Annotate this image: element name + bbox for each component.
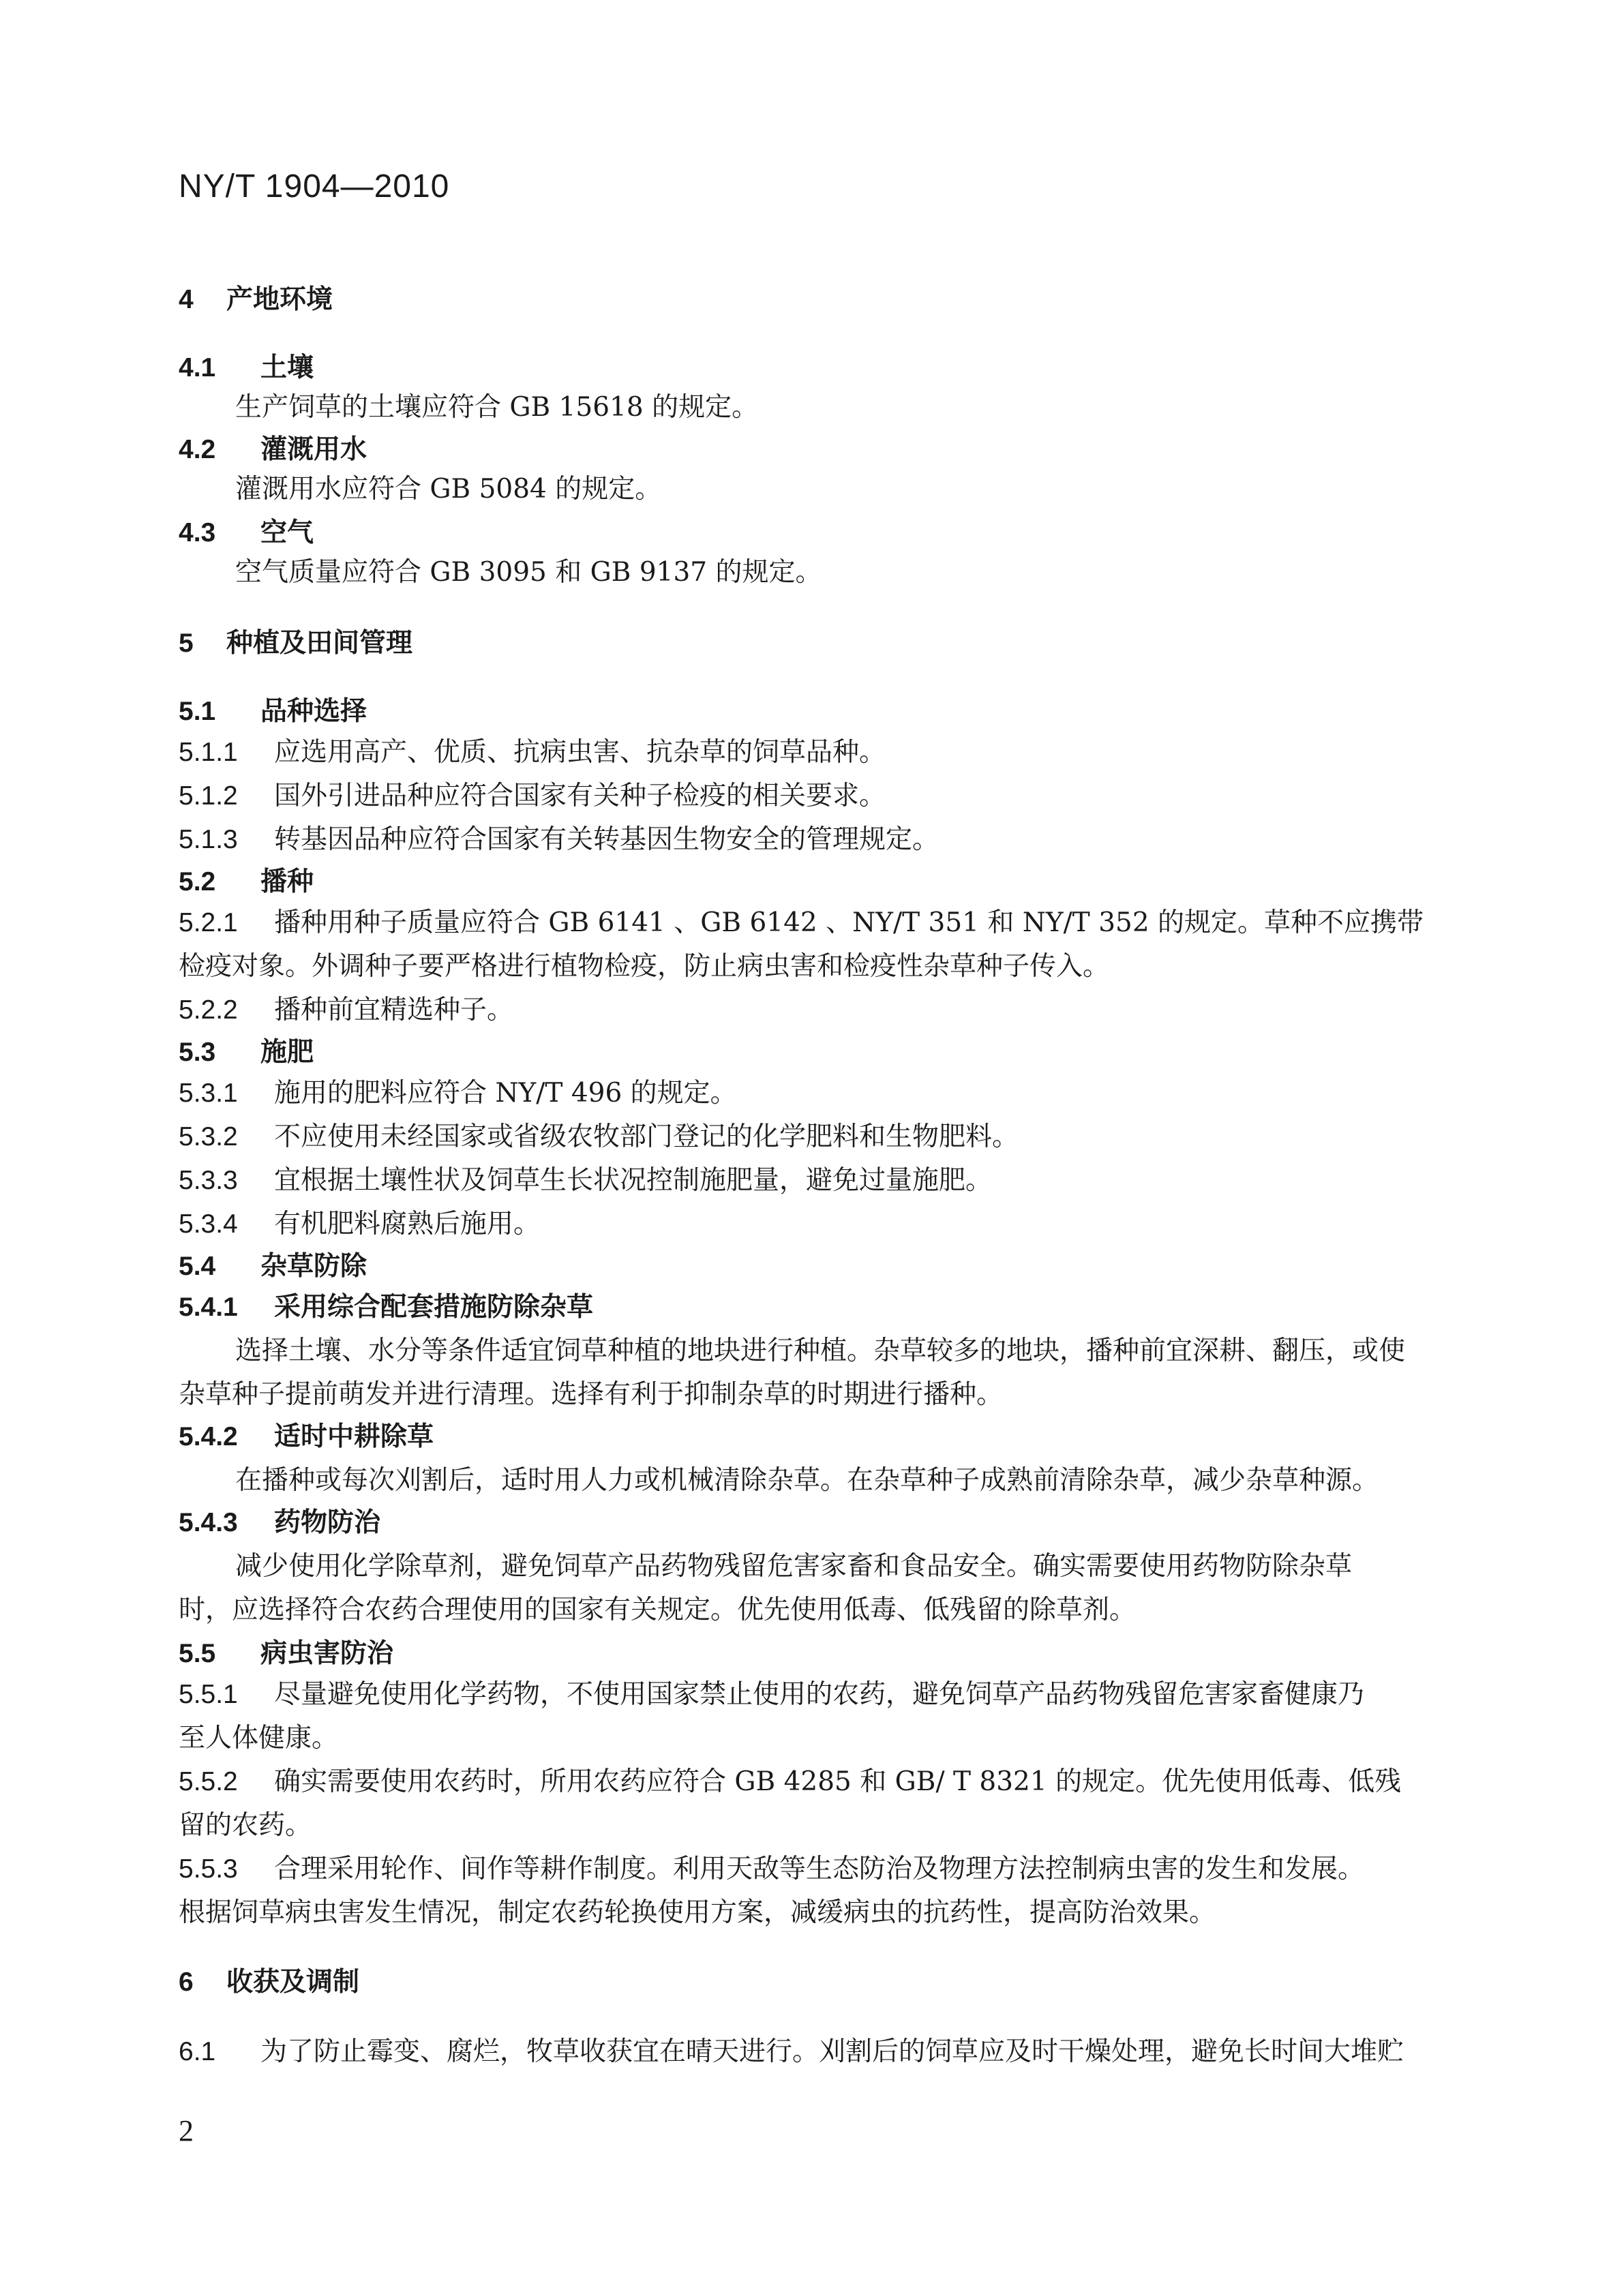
clause-line [179, 1848, 1488, 1891]
standard-code: NY/T 1904—2010 [179, 168, 450, 205]
clause-line [179, 1115, 1488, 1159]
clause-continuation: 留的农药。 [179, 1810, 312, 1841]
clause-text: 播种用种子质量应符合 GB 6141 、GB 6142 、NY/T 351 和 NY/T 352 的规定。草种不应携带 [274, 907, 1424, 938]
subsection-heading [179, 690, 1488, 734]
clause-text: 播种前宜精选种子。 [274, 995, 514, 1025]
subsection-title: 灌溉用水 [260, 434, 367, 465]
clause-number: 5.5.3 [179, 1854, 238, 1884]
clause-text: 为了防止霉变、腐烂，牧草收获宜在晴天进行。刈割后的饲草应及时干燥处理，避免长时间大堆贮 [260, 2036, 1404, 2067]
clause-text: 确实需要使用农药时，所用农药应符合 GB 4285 和 GB/ T 8321 的规定。优先使用低毒、低残 [274, 1766, 1402, 1797]
clause-continuation: 至人体健康。 [179, 1723, 339, 1753]
clause-text: 宜根据土壤性状及饲草生长状况控制施肥量，避免过量施肥。 [274, 1165, 993, 1196]
section-number: 6 [179, 1967, 194, 1997]
clause-number: 5.5.1 [179, 1680, 238, 1709]
subsection-title: 施肥 [260, 1037, 314, 1068]
clause-number: 5.1.2 [179, 781, 238, 811]
clause-number: 5.3.2 [179, 1122, 238, 1151]
paragraph-line: 减少使用化学除草剂，避免饲草产品药物残留危害家畜和食品安全。确实需要使用药物防除杂草 [235, 1551, 1353, 1582]
clause-line [179, 1673, 1488, 1717]
clause-number: 5.1.3 [179, 825, 238, 854]
subsection-number: 5.3 [179, 1038, 216, 1067]
subsection-title: 空气 [260, 517, 314, 548]
section-heading [179, 1961, 1488, 2004]
clause-heading [179, 1501, 1488, 1545]
clause-heading [179, 1286, 1488, 1329]
page-number: 2 [179, 2114, 194, 2147]
clause-number: 5.4.1 [179, 1293, 238, 1322]
subsection-number: 4.3 [179, 518, 216, 547]
paragraph-line: 空气质量应符合 GB 3095 和 GB 9137 的规定。 [235, 557, 822, 588]
paragraph-line: 时，应选择符合农药合理使用的国家有关规定。优先使用低毒、低残留的除草剂。 [179, 1595, 1137, 1625]
clause-text: 有机肥料腐熟后施用。 [274, 1209, 541, 1239]
clause-title: 采用综合配套措施防除杂草 [274, 1292, 594, 1323]
subsection-heading [179, 1031, 1488, 1074]
subsection-heading [179, 511, 1488, 555]
subsection-heading [179, 346, 1488, 390]
section-heading [179, 622, 1488, 665]
subsection-title: 杂草防除 [260, 1251, 367, 1282]
clause-text: 应选用高产、优质、抗病虫害、抗杂草的饲草品种。 [274, 737, 886, 768]
clause-number: 5.2.2 [179, 995, 238, 1025]
clause-number: 5.3.1 [179, 1079, 238, 1108]
clause-text: 尽量避免使用化学药物，不使用国家禁止使用的农药，避免饲草产品药物残留危害家畜健康乃 [274, 1679, 1365, 1710]
subsection-number: 4.2 [179, 435, 216, 464]
clause-number: 5.4.3 [179, 1508, 238, 1537]
subsection-heading [179, 1245, 1488, 1288]
clause-title: 适时中耕除草 [274, 1421, 434, 1452]
section-number: 4 [179, 285, 194, 314]
clause-number: 5.3.4 [179, 1209, 238, 1239]
subsection-title: 土壤 [260, 352, 314, 383]
clause-line [179, 1203, 1488, 1246]
section-title: 收获及调制 [226, 1967, 360, 1997]
paragraph-line: 灌溉用水应符合 GB 5084 的规定。 [235, 474, 662, 504]
subsection-number: 5.4 [179, 1252, 216, 1281]
subsection-number: 4.1 [179, 353, 216, 382]
paragraph-line: 生产饲草的土壤应符合 GB 15618 的规定。 [235, 392, 759, 423]
clause-line [179, 818, 1488, 862]
clause-number: 5.5.2 [179, 1767, 238, 1796]
clause-title: 药物防治 [274, 1507, 381, 1538]
subsection-heading [179, 1632, 1488, 1676]
subsection-number: 6.1 [179, 2037, 216, 2066]
clause-line [179, 1159, 1488, 1203]
subsection-title: 病虫害防治 [260, 1638, 394, 1669]
section-title: 产地环境 [226, 284, 333, 315]
subsection-title: 品种选择 [260, 696, 367, 727]
clause-line [179, 731, 1488, 774]
clause-line [179, 774, 1488, 818]
paragraph-line: 杂草种子提前萌发并进行清理。选择有利于抑制杂草的时期进行播种。 [179, 1379, 1004, 1410]
paragraph-line: 在播种或每次刈割后，适时用人力或机械清除杂草。在杂草种子成熟前清除杂草，减少杂草种源。 [235, 1465, 1379, 1496]
clause-line [179, 2030, 1488, 2074]
clause-line [179, 989, 1488, 1032]
subsection-heading [179, 428, 1488, 472]
clause-line [179, 1072, 1488, 1115]
clause-text: 合理采用轮作、间作等耕作制度。利用天敌等生态防治及物理方法控制病虫害的发生和发展。 [274, 1854, 1365, 1884]
clause-line [179, 1760, 1488, 1804]
clause-text: 国外引进品种应符合国家有关种子检疫的相关要求。 [274, 781, 886, 811]
section-heading [179, 278, 1488, 322]
clause-number: 5.2.1 [179, 908, 238, 937]
clause-number: 5.1.1 [179, 738, 238, 767]
subsection-number: 5.5 [179, 1639, 216, 1668]
subsection-title: 播种 [260, 866, 314, 897]
clause-continuation: 检疫对象。外调种子要严格进行植物检疫，防止病虫害和检疫性杂草种子传入。 [179, 951, 1110, 982]
subsection-number: 5.1 [179, 697, 216, 726]
section-number: 5 [179, 629, 194, 658]
clause-heading [179, 1415, 1488, 1459]
clause-number: 5.4.2 [179, 1422, 238, 1451]
clause-continuation: 根据饲草病虫害发生情况，制定农药轮换使用方案，减缓病虫的抗药性，提高防治效果。 [179, 1897, 1216, 1928]
clause-text: 不应使用未经国家或省级农牧部门登记的化学肥料和生物肥料。 [274, 1121, 1019, 1152]
paragraph-line: 选择土壤、水分等条件适宜饲草种植的地块进行种植。杂草较多的地块，播种前宜深耕、翻压，或使 [235, 1336, 1406, 1366]
subsection-number: 5.2 [179, 867, 216, 896]
clause-line [179, 901, 1488, 945]
clause-number: 5.3.3 [179, 1166, 238, 1195]
section-title: 种植及田间管理 [226, 628, 413, 659]
clause-text: 转基因品种应符合国家有关转基因生物安全的管理规定。 [274, 824, 939, 855]
clause-text: 施用的肥料应符合 NY/T 496 的规定。 [274, 1078, 737, 1109]
subsection-heading [179, 860, 1488, 904]
